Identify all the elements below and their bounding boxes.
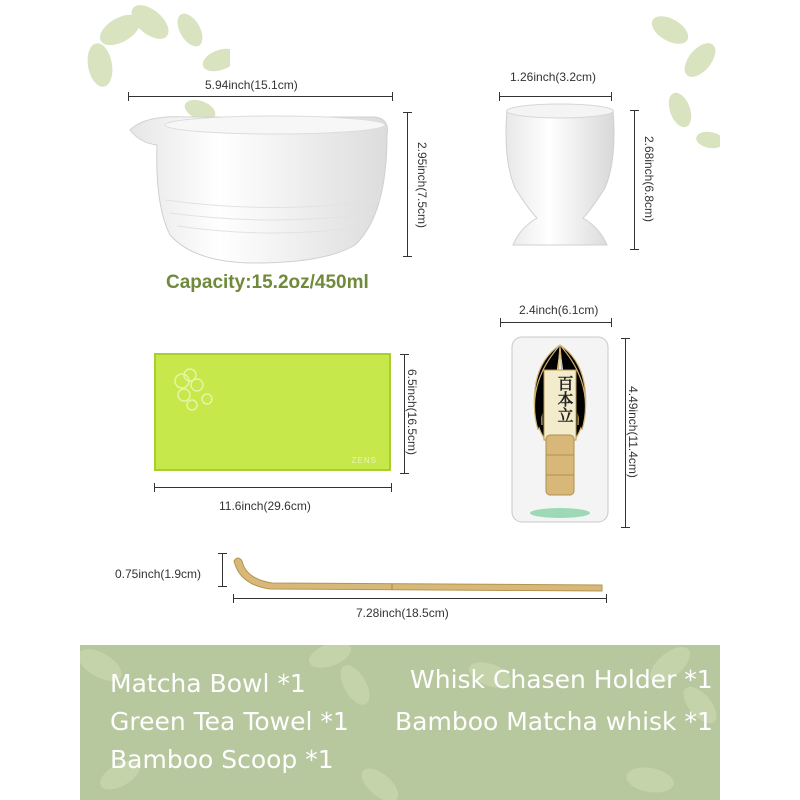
scoop-height-tick-top xyxy=(218,553,227,554)
scoop-length-line xyxy=(233,598,607,599)
scoop-length-tick-right xyxy=(606,594,607,603)
holder-width-line xyxy=(499,96,612,97)
towel-width-tick-right xyxy=(391,483,392,492)
bowl-height-tick-bottom xyxy=(403,256,412,257)
holder-width-tick-right xyxy=(611,92,612,101)
whisk-width-tick-right xyxy=(611,318,612,327)
items-banner xyxy=(80,645,720,800)
towel-height-label: 6.5inch(16.5cm) xyxy=(405,368,419,456)
matcha-bowl-image xyxy=(125,105,400,265)
towel-height-tick-top xyxy=(400,354,409,355)
towel-height-tick-bottom xyxy=(400,473,409,474)
towel-brand: ZENS xyxy=(351,456,377,465)
holder-height-label: 2.68inch(6.8cm) xyxy=(642,135,656,223)
scoop-length-label: 7.28inch(18.5cm) xyxy=(356,606,449,620)
whisk-width-label: 2.4inch(6.1cm) xyxy=(519,303,599,317)
item-bamboo-scoop: Bamboo Scoop *1 xyxy=(110,745,334,774)
whisk-height-tick-bottom xyxy=(621,527,630,528)
whisk-holder-image xyxy=(495,100,625,255)
towel-width-label: 11.6inch(29.6cm) xyxy=(219,499,311,513)
whisk-label: 百本立 xyxy=(555,375,574,423)
bowl-height-label: 2.95inch(7.5cm) xyxy=(415,141,429,229)
holder-height-line xyxy=(634,110,635,250)
item-bamboo-whisk: Bamboo Matcha whisk *1 xyxy=(395,707,713,736)
whisk-width-line xyxy=(500,322,612,323)
scoop-height-label: 0.75inch(1.9cm) xyxy=(115,567,202,581)
whisk-case-graphic xyxy=(510,335,610,525)
towel-width-tick-left xyxy=(154,483,155,492)
whisk-height-tick-top xyxy=(621,338,630,339)
whisk-width-tick-left xyxy=(500,318,501,327)
item-whisk-holder: Whisk Chasen Holder *1 xyxy=(410,665,713,694)
sakura-icon xyxy=(162,363,222,413)
holder-height-tick-top xyxy=(630,110,639,111)
scoop-height-tick-bottom xyxy=(218,586,227,587)
tea-towel-image xyxy=(154,353,391,471)
bowl-width-tick-left xyxy=(128,92,129,101)
item-tea-towel: Green Tea Towel *1 xyxy=(110,707,349,736)
holder-width-tick-left xyxy=(499,92,500,101)
bowl-height-line xyxy=(407,112,408,257)
towel-width-line xyxy=(154,487,392,488)
bamboo-scoop-image xyxy=(232,553,607,598)
holder-height-tick-bottom xyxy=(630,249,639,250)
bowl-height-tick-top xyxy=(403,112,412,113)
capacity-text: Capacity:15.2oz/450ml xyxy=(166,272,369,293)
item-matcha-bowl: Matcha Bowl *1 xyxy=(110,669,306,698)
scoop-height-line xyxy=(222,553,223,587)
whisk-height-label: 4.49inch(11.4cm) xyxy=(626,386,640,478)
bowl-width-tick-right xyxy=(392,92,393,101)
bowl-width-line xyxy=(128,96,393,97)
holder-width-label: 1.26inch(3.2cm) xyxy=(510,70,597,84)
bamboo-whisk-image xyxy=(510,335,610,525)
bowl-width-label: 5.94inch(15.1cm) xyxy=(205,78,298,92)
scoop-length-tick-left xyxy=(233,594,234,603)
